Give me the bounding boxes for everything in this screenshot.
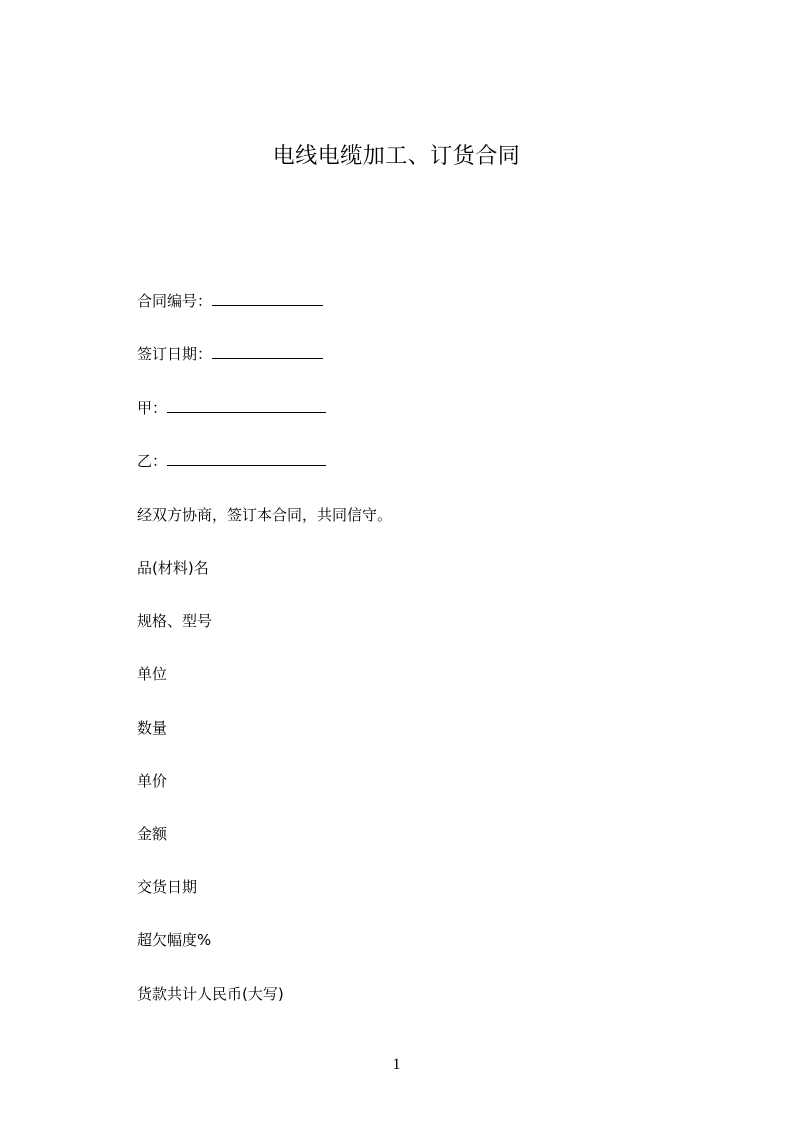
signing-date-field xyxy=(137,344,323,364)
contract-title: 电线电缆加工、订货合同 xyxy=(272,144,521,169)
contract-number-blank xyxy=(212,291,323,306)
item-unit-price: 单价 xyxy=(137,772,168,790)
page-number: 1 xyxy=(392,1056,401,1073)
item-total-payment: 货款共计人民币(大写) xyxy=(137,985,284,1003)
party-b-field xyxy=(137,451,326,471)
item-amount: 金额 xyxy=(137,825,168,843)
item-spec-model: 规格、型号 xyxy=(137,612,213,630)
party-b-label: 乙： xyxy=(137,452,168,470)
party-a-field xyxy=(137,398,326,418)
party-b-blank xyxy=(167,451,326,466)
signing-date-blank xyxy=(212,344,323,359)
item-tolerance: 超欠幅度% xyxy=(137,931,212,949)
contract-number-label: 合同编号： xyxy=(137,292,213,310)
intro-paragraph: 经双方协商，签订本合同，共同信守。 xyxy=(137,506,393,524)
item-quantity: 数量 xyxy=(137,719,168,737)
party-a-label: 甲： xyxy=(137,399,168,417)
signing-date-label: 签订日期： xyxy=(137,345,213,363)
party-a-blank xyxy=(167,398,326,413)
item-unit: 单位 xyxy=(137,665,168,683)
item-delivery-date: 交货日期 xyxy=(137,878,198,896)
contract-number-field xyxy=(137,291,323,311)
item-material-name: 品(材料)名 xyxy=(137,559,209,577)
